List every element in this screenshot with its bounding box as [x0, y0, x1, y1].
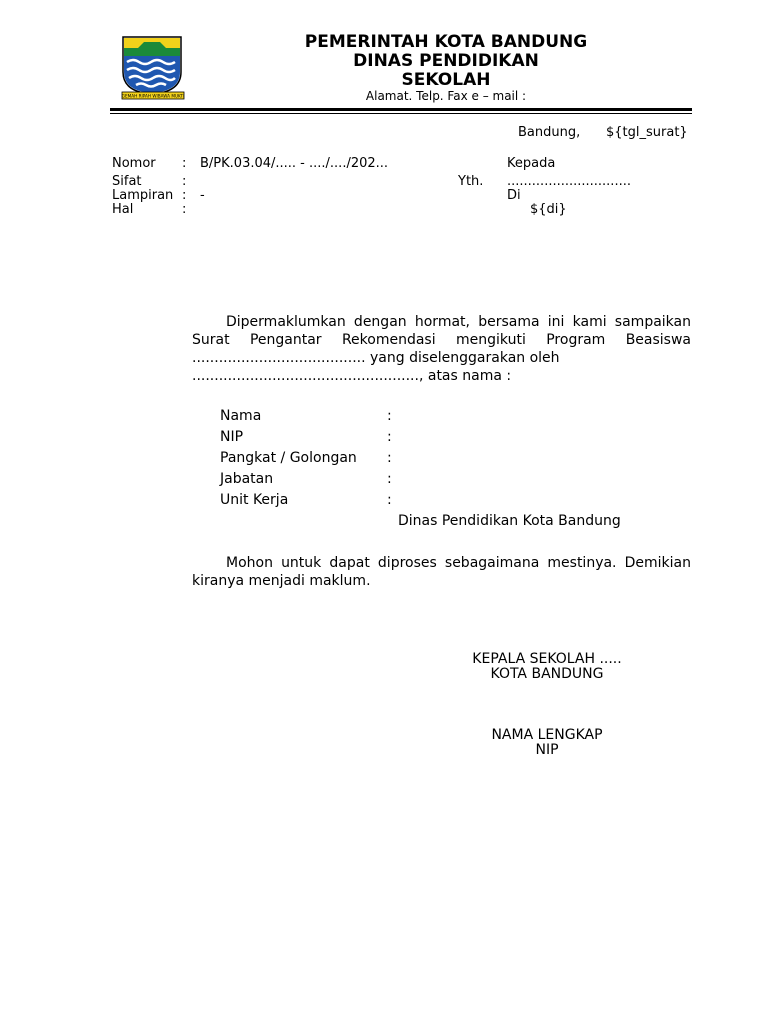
kota-bandung-crest-icon [118, 34, 188, 102]
body-paragraph-1-tail: ..................................................., atas nama : [192, 368, 512, 384]
recipient-di: Di [507, 188, 521, 203]
field-label-nip: NIP [220, 429, 244, 445]
signature-nip: NIP [535, 742, 559, 758]
signature-name: NAMA LENGKAP [491, 727, 603, 743]
letterhead-rule-thin [110, 113, 692, 114]
field-colon: : [387, 492, 392, 508]
letterhead-line-3: SEKOLAH [401, 70, 491, 90]
letterhead-rule-thick [110, 108, 692, 111]
recipient-name: .............................. [507, 174, 631, 189]
date-city: Bandung, [518, 125, 581, 140]
letterhead-line-1: PEMERINTAH KOTA BANDUNG [304, 32, 588, 52]
lampiran-value: - [200, 188, 205, 203]
crest-banner-text: GEMAH RIPAH WIBAWA MUKTI [121, 93, 185, 99]
field-label-jabatan: Jabatan [220, 471, 274, 487]
sifat-label: Sifat [112, 174, 142, 189]
body-paragraph-2 [192, 554, 691, 590]
signature-title-1: KEPALA SEKOLAH ..... [472, 651, 622, 667]
signature-title-2: KOTA BANDUNG [490, 666, 604, 682]
nomor-label: Nomor [112, 156, 156, 171]
field-label-pangkat: Pangkat / Golongan [220, 450, 357, 466]
recipient-yth: Yth. [458, 174, 484, 189]
field-label-nama: Nama [220, 408, 262, 424]
lampiran-colon: : [182, 188, 187, 203]
field-colon: : [387, 471, 392, 487]
letterhead-address: Alamat. Telp. Fax e – mail : [365, 89, 527, 103]
field-colon: : [387, 429, 392, 445]
field-label-unit-kerja: Unit Kerja [220, 492, 289, 508]
recipient-kepada: Kepada [507, 156, 556, 171]
field-colon: : [387, 450, 392, 466]
letterhead-line-2: DINAS PENDIDIKAN [353, 51, 539, 71]
recipient-place: ${di} [530, 202, 567, 217]
body-paragraph-1-text: Dipermaklumkan dengan hormat, bersama ini kami sampaikan Surat Pengantar Rekomendasi mengikuti Program Beasiswa ....................................... yang diselenggarakan oleh [192, 314, 691, 366]
field-colon: : [387, 408, 392, 424]
body-paragraph-2-text: Mohon untuk dapat diproses sebagaimana mestinya. Demikian kiranya menjadi maklum. [192, 555, 691, 589]
nomor-colon: : [182, 156, 187, 171]
hal-label: Hal [112, 202, 134, 217]
body-paragraph-1 [192, 313, 691, 385]
sifat-colon: : [182, 174, 187, 189]
date-value: ${tgl_surat} [606, 125, 688, 140]
field-value-unit-kerja: Dinas Pendidikan Kota Bandung [398, 513, 621, 529]
hal-colon: : [182, 202, 187, 217]
lampiran-label: Lampiran [112, 188, 174, 203]
nomor-value: B/PK.03.04/..... - ..../..../202... [200, 156, 389, 171]
